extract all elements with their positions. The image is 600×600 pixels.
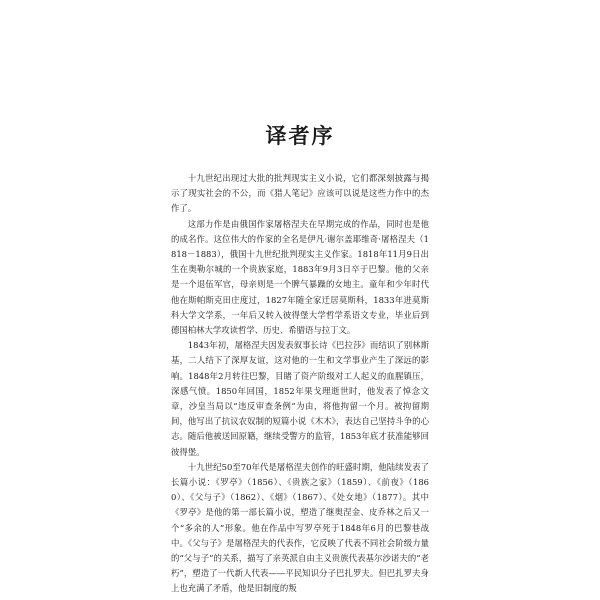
paragraph: 十九世纪出现过大批的批判现实主义小说，它们都深刻披露与揭示了现实社会的不公，而《猎人笔记》应该可以说是这些力作中的杰作了。 [171,173,429,214]
paragraph: 1843年初，屠格涅夫因发表叙事长诗《巴拉莎》而结识了别林斯基，二人结下了深厚友谊，这对他的一生和文学事业产生了深远的影响。1848年2月转往巴黎，目睹了资产阶级对工人起义的血腥镇压，深感气愤。1850年回国，1852年果戈理逝世时，他发表了悼念文章，沙皇当局以“违反审查条例”为由，将他拘留一个月。被拘留期间，他写出了抗议农奴制的短篇小说《木木》，表达自己坚持斗争的心志。随后他被送回原籍，继续受警方的监管，1853年底才获准能够回彼得堡。 [171,340,429,457]
paragraph: 这部力作是由俄国作家屠格涅夫在早期完成的作品，同时也是他的成名作。这位伟大的作家的全名是伊凡·谢尔盖耶维奇·屠格涅夫（1818－1883），俄国十九世纪批判现实主义作家。1818年11月9日出生在奥勒尔城的一个贵族家庭，1883年9月3日卒于巴黎。他的父亲是一个退伍军官，母亲则是一个脾气暴躁的女地主。童年和少年时代他在斯帕斯克田庄度过，1827年随全家迁居莫斯科，1833年进莫斯科大学文学系，一年后又转入彼得堡大学哲学系语文专业，毕业后到德国柏林大学攻读哲学、历史、希腊语与拉丁文。 [171,218,429,336]
page-title: 译者序 [265,123,335,148]
paragraph: 十九世纪50至70年代是屠格涅夫创作的旺盛时期，他陆续发表了长篇小说：《罗亭》（1856）、《贵族之家》（1859）、《前夜》（1860）、《父与子》（1862）、《烟》（1867）、《处女地》（1877）。其中《罗亭》是他的第一部长篇小说，塑造了继奥涅金、皮乔林之后又一个“多余的人”形象。他在作品中写罗亭死于1848年6月的巴黎巷战中。《父与子》是屠格涅夫的代表作，它反映了代表不同社会阶级力量的“父与子”的关系，描写了亲英派自由主义贵族代表基尔沙诺夫的“老朽”，塑造了一代新人代表——平民知识分子巴扎罗夫。但巴扎罗夫身上也充满了矛盾，他是旧制度的叛 [171,461,429,594]
preface-body [171,171,429,597]
